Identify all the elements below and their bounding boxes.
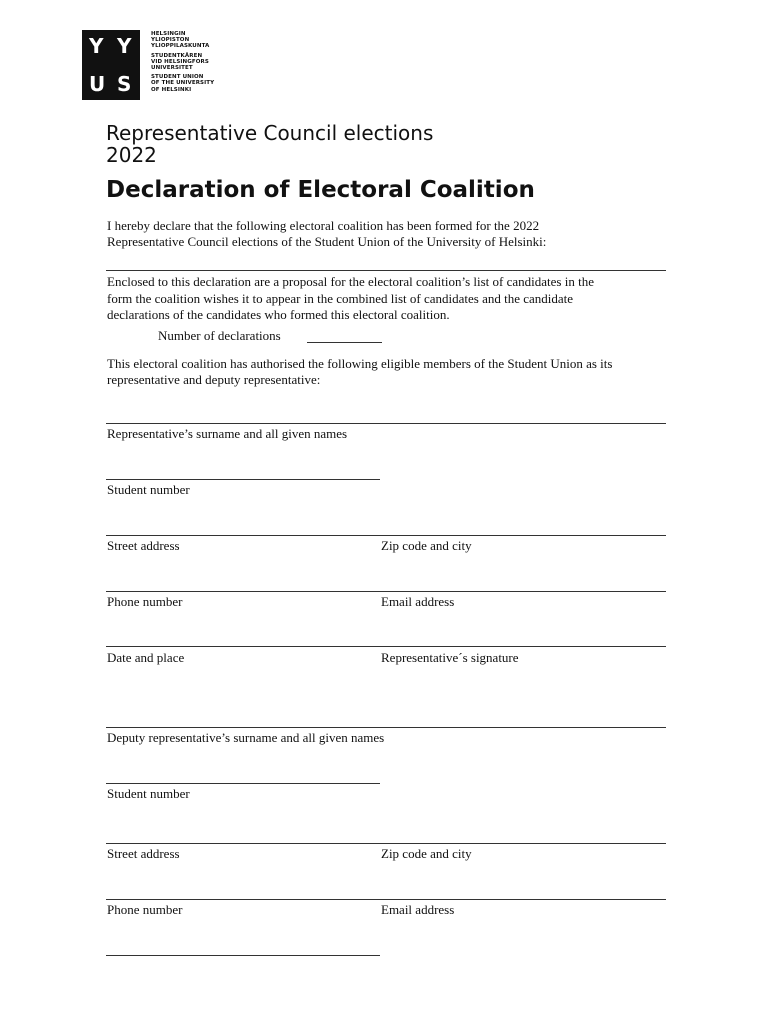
rep-phone-label: Phone number <box>107 594 183 609</box>
deputy-street-label: Street address <box>107 846 180 861</box>
logo-fi-2: YLIOPISTON <box>151 37 190 44</box>
logo-wordmark <box>151 31 214 96</box>
deputy-phone-field-line[interactable] <box>106 899 380 900</box>
enclosed-line-3: declarations of the candidates who formed this electoral coalition. <box>107 307 450 322</box>
deputy-name-label: Deputy representative’s surname and all given names <box>107 730 385 745</box>
logo-fi-1: HELSINGIN <box>151 31 186 37</box>
coalition-name-field-line[interactable] <box>106 270 666 271</box>
deputy-name-field-line[interactable] <box>106 727 666 728</box>
rep-date-label: Date and place <box>107 650 185 665</box>
authorised-line-1: This electoral coalition has authorised the following eligible members of the Student Union as its <box>107 356 613 371</box>
rep-zip-label: Zip code and city <box>381 538 472 553</box>
deputy-zip-field-line[interactable] <box>380 843 666 844</box>
logo-fi-3: YLIOPPILASKUNTA <box>151 43 210 50</box>
rep-email-label: Email address <box>381 594 455 609</box>
logo-en-3: OF HELSINKI <box>151 86 192 93</box>
logo-glyph-u: U <box>89 72 106 96</box>
logo-glyph-y1: Y <box>89 34 104 58</box>
rep-signature-field-line[interactable] <box>380 646 666 647</box>
deputy-street-field-line[interactable] <box>106 843 380 844</box>
rep-student-number-field-line[interactable] <box>106 479 380 480</box>
number-of-declarations-label: Number of declarations <box>158 328 281 343</box>
deputy-date-field-line[interactable] <box>106 955 380 956</box>
enclosed-paragraph <box>107 274 594 324</box>
rep-street-field-line[interactable] <box>106 535 380 536</box>
deputy-student-number-label: Student number <box>107 786 190 801</box>
logo-en-1: STUDENT UNION <box>151 74 204 81</box>
deputy-email-field-line[interactable] <box>380 899 666 900</box>
subtitle-line-1: Representative Council elections <box>106 121 434 145</box>
document-subtitle <box>106 122 433 166</box>
enclosed-line-1: Enclosed to this declaration are a proposal for the electoral coalition’s list of candidates in the <box>107 274 594 289</box>
rep-name-field-line[interactable] <box>106 423 666 424</box>
logo-sv-3: UNIVERSITET <box>151 65 193 72</box>
deputy-zip-label: Zip code and city <box>381 846 472 861</box>
logo-glyph-s: S <box>117 72 132 96</box>
rep-student-number-label: Student number <box>107 482 190 497</box>
logo-sv-2: VID HELSINGFORS <box>151 58 209 65</box>
authorised-line-2: representative and deputy representative: <box>107 371 321 387</box>
intro-line-1: I hereby declare that the following electoral coalition has been formed for the 2022 <box>107 218 540 233</box>
rep-phone-field-line[interactable] <box>106 591 380 592</box>
logo-glyph-y2: Y <box>117 34 132 58</box>
rep-name-label: Representative’s surname and all given names <box>107 426 348 441</box>
number-of-declarations-field-line[interactable] <box>307 342 382 343</box>
rep-signature-label: Representative´s signature <box>381 650 519 665</box>
document-title: Declaration of Electoral Coalition <box>106 177 535 203</box>
deputy-phone-label: Phone number <box>107 902 183 917</box>
authorised-paragraph <box>107 356 612 387</box>
deputy-student-number-field-line[interactable] <box>106 783 380 784</box>
logo-en-2: OF THE UNIVERSITY <box>151 80 215 87</box>
student-union-logo <box>82 30 140 100</box>
intro-paragraph <box>107 218 546 249</box>
rep-email-field-line[interactable] <box>380 591 666 592</box>
intro-line-2: Representative Council elections of the Student Union of the University of Helsinki: <box>107 233 547 249</box>
rep-date-field-line[interactable] <box>106 646 380 647</box>
enclosed-line-2: form the coalition wishes it to appear in the combined list of candidates and the candidate <box>107 290 574 306</box>
deputy-email-label: Email address <box>381 902 455 917</box>
logo-sv-1: STUDENTKÅREN <box>151 52 203 59</box>
rep-zip-field-line[interactable] <box>380 535 666 536</box>
rep-street-label: Street address <box>107 538 180 553</box>
subtitle-line-2: 2022 <box>106 143 157 167</box>
